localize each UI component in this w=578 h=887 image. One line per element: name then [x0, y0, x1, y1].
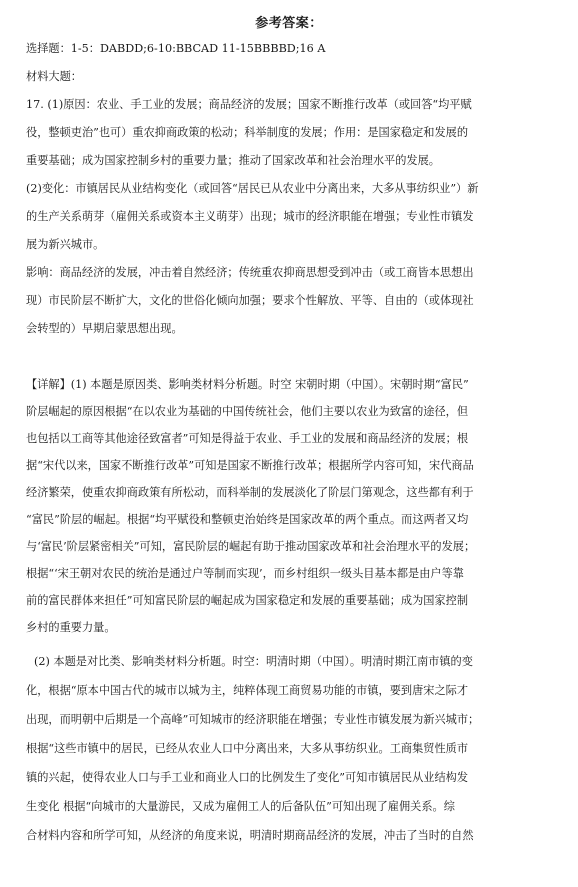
impact-line: 现）市民阶层不断扩大，文化的世俗化倾向加强；要求个性解放、平等、自由的（或体现社 [26, 294, 474, 307]
explanation-line: “富民”阶层的崛起。根据“均平赋役和整顿吏治始终是国家改革的两个重点。而这两者又均 [26, 513, 469, 526]
q17-part1-line: 役，整顿吏治”也可）重农抑商政策的松动；科举制度的发展；作用：是国家稳定和发展的 [26, 126, 469, 139]
material-section-heading: 材料大题： [26, 70, 82, 83]
explanation-line: (2) 本题是对比类、影响类材料分析题。时空：明清时期（中国）。明清时期江南市镇的变 [34, 655, 473, 668]
explanation-line: 化，根据“原本中国古代的城市以城为主，纯粹体现工商贸易功能的市镇，要到唐宋之际才 [26, 684, 469, 697]
explanation-line: 据“宋代以来，国家不断推行改革”可知是国家不断推行改革；根据所学内容可知，宋代商品 [26, 459, 474, 472]
explanation-line: 根据“‘宋王朝对农民的统治是通过户等制而实现’，而乡村组织一级头目基本都是由户等靠 [26, 567, 464, 580]
explanation-line: 也包括以工商等其他途径致富者”可知是得益于农业、手工业的发展和商品经济的发展；根 [26, 432, 469, 445]
impact-line: 影响：商品经济的发展，冲击着自然经济；传统重农抑商思想受到冲击（或工商皆本思想出 [26, 266, 474, 279]
q17-part1-line: 17. (1)原因：农业、手工业的发展；商品经济的发展；国家不断推行改革（或回答“均平赋 [26, 98, 472, 111]
page-title: 参考答案： [255, 16, 323, 31]
choice-answers-line: 选择题：1-5：DABDD;6-10:BBCAD 11-15BBBBD;16 A [26, 42, 326, 55]
q17-part2-line: 的生产关系萌芽（雇佣关系或资本主义萌芽）出现；城市的经济职能在增强；专业性市镇发 [26, 210, 474, 223]
explanation-line: 阶层崛起的原因根据“在以农业为基础的中国传统社会，他们主要以农业为致富的途径，但 [26, 405, 469, 418]
impact-line: 会转型的）早期启蒙思想出现。 [26, 322, 183, 335]
q17-part1-line: 重要基础；成为国家控制乡村的重要力量；推动了国家改革和社会治理水平的发展。 [26, 154, 440, 167]
explanation-line: 【详解】(1) 本题是原因类、影响类材料分析题。时空 宋朝时期（中国）。宋朝时期“富民” [26, 378, 469, 391]
explanation-line: 经济繁荣，使重农抑商政策有所松动，而科举制的发展淡化了阶层门第观念，这些都有利于 [26, 486, 474, 499]
explanation-line: 根据“这些市镇中的居民，已经从农业人口中分离出来，大多从事纺织业。工商集贸性质市 [26, 742, 469, 755]
explanation-line: 与‘富民’阶层紧密相关”可知，富民阶层的崛起有助于推动国家改革和社会治理水平的发展； [26, 540, 476, 553]
explanation-line: 生变化 根据“向城市的大量游民，又成为雇佣工人的后备队伍”可知出现了雇佣关系。综 [26, 800, 455, 813]
explanation-line: 出现，而明朝中后期是一个高峰”可知城市的经济职能在增强；专业性市镇发展为新兴城市； [26, 713, 480, 726]
q17-part2-line: (2)变化：市镇居民从业结构变化（或回答“居民已从农业中分离出来，大多从事纺织业”）新 [26, 182, 479, 195]
q17-part2-line: 展为新兴城市。 [26, 238, 105, 251]
explanation-line: 镇的兴起，使得农业人口与手工业和商业人口的比例发生了变化”可知市镇居民从业结构发 [26, 771, 469, 784]
explanation-line: 乡村的重要力量。 [26, 621, 116, 634]
explanation-line: 前的富民群体来担任”可知富民阶层的崛起成为国家稳定和发展的重要基础；成为国家控制 [26, 594, 469, 607]
explanation-line: 合材料内容和所学可知，从经济的角度来说，明清时期商品经济的发展，冲击了当时的自然 [26, 829, 474, 842]
